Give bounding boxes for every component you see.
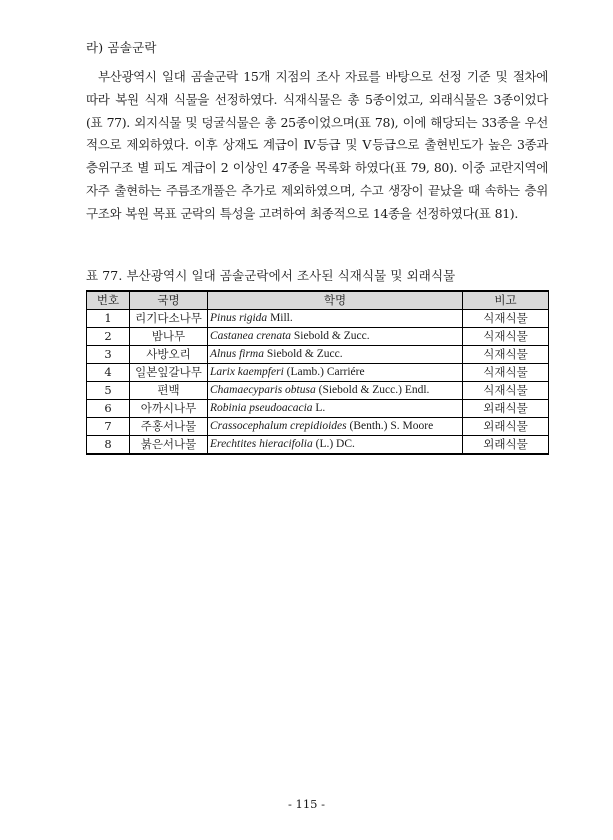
table-caption: 표 77. 부산광역시 일대 곰솔군락에서 조사된 식재식물 및 외래식물 (86, 268, 456, 283)
species-table-container (86, 290, 548, 455)
scientific-name (208, 436, 463, 455)
korean-name: 주홍서나물 (130, 418, 208, 436)
scientific-name (208, 382, 463, 400)
scientific-author: (Benth.) S. Moore (349, 420, 434, 432)
note: 식재식물 (463, 382, 549, 400)
korean-name: 아까시나무 (130, 400, 208, 418)
row-number: 4 (87, 364, 130, 382)
scientific-author: Siebold & Zucc. (266, 348, 343, 360)
body-paragraph: 부산광역시 일대 곰솔군락 15개 지점의 조사 자료를 바탕으로 선정 기준 및 절차에 따라 복원 식재 식물을 선정하였다. 식재식물은 총 5종이었고, 외래식물은 3종이었다(표 77). 외지식물 및 덩굴식물은 총 25종이었으며(표 78), 이에 해당되는 33종을 우선적으로 제외하였다. 이후 상재도 계급이 Ⅳ등급 및 Ⅴ등급으로 출현빈도가 높은 3종과 층위구조 별 피도 계급이 2 이상인 47종을 목록화 하였다(표 79, 80). 이중 교란지역에 자주 출현하는 주름조개풀은 추가로 제외하였으며, 수고 생장이 끝났을 때 속하는 층위구조와 복원 목표 군락의 특성을 고려하여 최종적으로 14종을 선정하였다(표 81). (86, 69, 548, 221)
note: 외래식물 (463, 400, 549, 418)
row-number: 6 (87, 400, 130, 418)
row-number: 1 (87, 310, 130, 328)
species-table (86, 290, 549, 455)
scientific-author: Siebold & Zucc. (293, 330, 370, 342)
scientific-name (208, 364, 463, 382)
korean-name: 편백 (130, 382, 208, 400)
scientific-name (208, 400, 463, 418)
row-number: 3 (87, 346, 130, 364)
table-row (87, 436, 549, 455)
row-number: 5 (87, 382, 130, 400)
scientific-name (208, 418, 463, 436)
header-number: 번호 (87, 291, 130, 310)
note: 외래식물 (463, 436, 549, 455)
table-header-row (87, 291, 549, 310)
scientific-binomial: Erechtites hieracifolia (210, 438, 313, 450)
table-row (87, 364, 549, 382)
scientific-name (208, 328, 463, 346)
row-number: 7 (87, 418, 130, 436)
korean-name: 일본잎갈나무 (130, 364, 208, 382)
note: 식재식물 (463, 364, 549, 382)
table-row (87, 418, 549, 436)
table-row (87, 328, 549, 346)
scientific-binomial: Larix kaempferi (210, 366, 284, 378)
scientific-binomial: Robinia pseudoacacia (210, 402, 313, 414)
scientific-binomial: Alnus firma (210, 348, 264, 360)
korean-name: 사방오리 (130, 346, 208, 364)
korean-name: 밤나무 (130, 328, 208, 346)
note: 외래식물 (463, 418, 549, 436)
table-row (87, 310, 549, 328)
header-scientific-name: 학명 (208, 291, 463, 310)
scientific-author: (L.) DC. (315, 438, 355, 450)
table-row (87, 346, 549, 364)
scientific-binomial: Chamaecyparis obtusa (210, 384, 316, 396)
scientific-binomial: Crassocephalum crepidioides (210, 420, 347, 432)
table-row (87, 400, 549, 418)
header-note: 비고 (463, 291, 549, 310)
note: 식재식물 (463, 328, 549, 346)
scientific-name (208, 346, 463, 364)
scientific-binomial: Castanea crenata (210, 330, 292, 342)
row-number: 2 (87, 328, 130, 346)
section-heading: 라) 곰솔군락 (86, 40, 157, 55)
korean-name: 붉은서나물 (130, 436, 208, 455)
page-number: - 115 - (287, 797, 326, 811)
scientific-author: Mill. (270, 312, 293, 324)
table-row (87, 382, 549, 400)
scientific-author: L. (315, 402, 326, 414)
korean-name: 리기다소나무 (130, 310, 208, 328)
row-number: 8 (87, 436, 130, 455)
note: 식재식물 (463, 310, 549, 328)
scientific-author: (Lamb.) Carriére (286, 366, 365, 378)
scientific-binomial: Pinus rigida (210, 312, 268, 324)
scientific-name (208, 310, 463, 328)
header-korean-name: 국명 (130, 291, 208, 310)
note: 식재식물 (463, 346, 549, 364)
scientific-author: (Siebold & Zucc.) Endl. (318, 384, 430, 396)
